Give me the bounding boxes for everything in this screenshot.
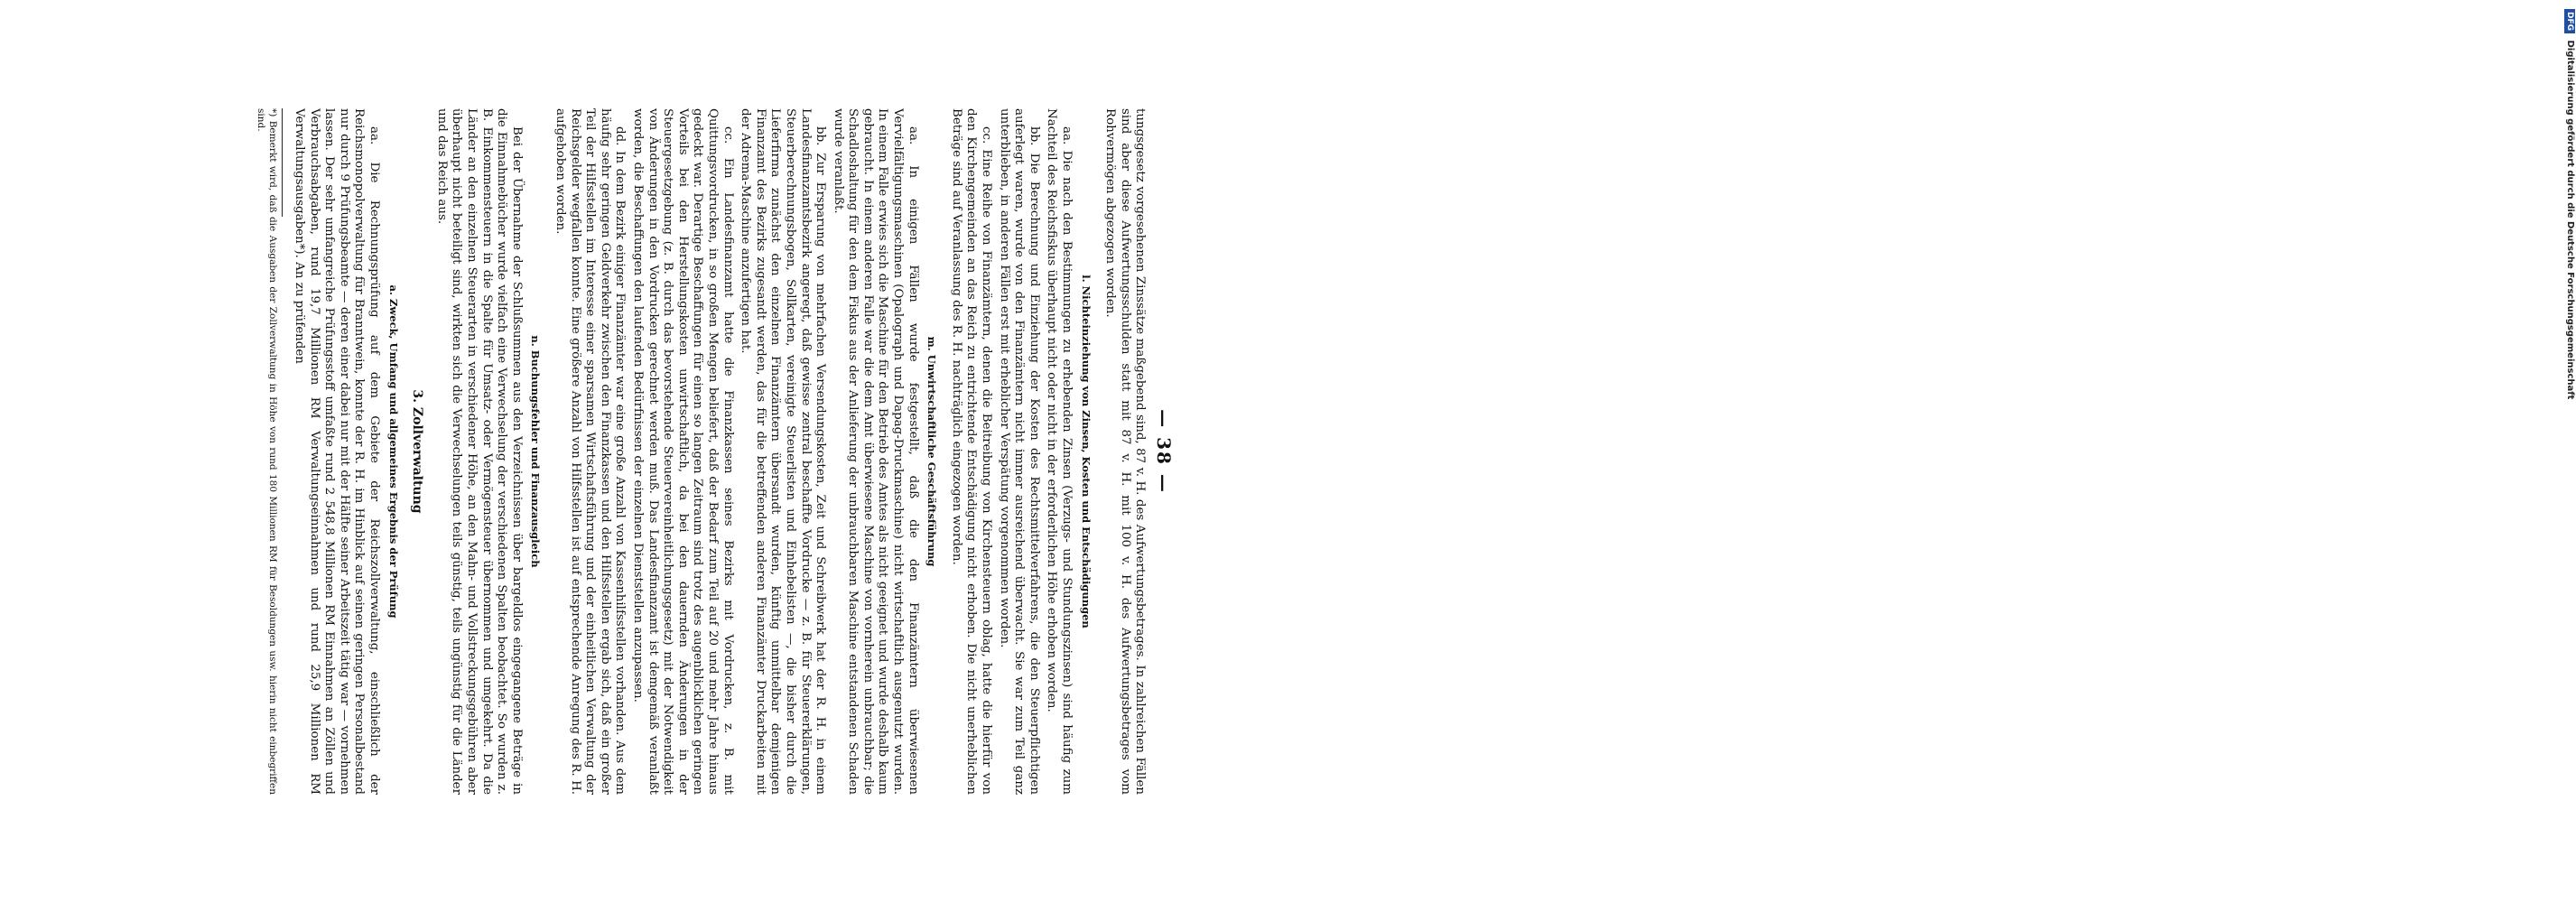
section-m-bb: bb. Zur Ersparung von mehrfachen Versendungskosten, Zeit und Schreibwerk hat der R. H. in einem Landesfinanzamtsbezirk angeregt, daß gewisse zentral beschaffte Vordrucke — z. B. für Steuererklärungen, Steuerberechnungsbogen, Sollkarten, vereinigte Steuerlisten und Einhebelisten —, die bisher durch die Lieferfirma zunächst den einzelnen Finanzämtern übersandt wurden, künftig unmittelbar demjenigen Finanzamt des Bezirks zugesandt werden, das für die betreffenden anderen Finanzämter Druckarbeiten mit der Adrema-Maschine anzufertigen hat. bbox=[739, 108, 828, 795]
dfg-logo: DFG bbox=[2564, 9, 2575, 33]
footnote: *) Bemerkt wird, daß die Ausgaben der Zollverwaltung in Höhe von rund 180 Millionen RM für Besoldungen usw. hierin nicht einbegriffen sind. bbox=[255, 108, 278, 795]
page-number: — 38 — bbox=[1153, 409, 1175, 494]
digitization-sidebar bbox=[1282, 0, 2575, 903]
section-3-aa: aa. Die Rechnungsprüfung auf dem Gebiete der Reichszollverwaltung, einschließlich der Reichsmonopolverwaltung für Branntwein, konnte der R. H. im Hinblick auf seinen geringen Personalbestand nur durch 9 Prüfungsbeamte — deren einer dabei nur mit der Hälfte seiner Arbeitszeit tätig war — vornehmen lassen. Der sehr umfangreiche Prüfungsstoff umfaßte rund 2 548,8 Millionen RM Einnahmen an Zöllen und Verbrauchsabgaben, rund 19,7 Millionen RM Verwaltungseinnahmen und rund 25,9 Millionen RM Verwaltungsausgaben*). An zu prüfenden bbox=[293, 108, 382, 795]
section-n-body: Bei der Übernahme der Schlußsummen aus den Verzeichnissen über bargeldlos eingegangene Beträge in die Einnahmebücher wurde vielfach eine Verwechselung der verschiedenen Spalten beobachtet. So wurden z. B. Einkommensteuern in die Spalte für Umsatz- oder Vermögensteuer übernommen und umgekehrt. Da die Länder an den einzelnen Steuerarten in verschiedener Höhe, an den Mahn- und Vollstreckungsgebühren aber überhaupt nicht beteiligt sind, wirkten sich die Verwechselungen teils günstig, teils ungünstig für die Länder und das Reich aus. bbox=[434, 108, 524, 795]
digitization-credit bbox=[2563, 9, 2576, 894]
section-3-subheading: a. Zweck, Umfang und allgemeines Ergebnis der Prüfung bbox=[386, 284, 400, 619]
digitization-credit-text: Digitalisierung gefördert durch die Deutsche Forschungsgemeinschaft bbox=[2565, 40, 2575, 400]
section-l-bb: bb. Die Berechnung und Einziehung der Kosten des Rechtsmittelverfahrens, die den Steuerpflichtigen auferlegt waren, wurde von den Finanzämtern nicht immer ausreichend überwacht. Sie war zum Teil ganz unterblieben, in anderen Fällen erst mit erheblicher Verspätung vorgenommen worden. bbox=[997, 108, 1041, 795]
section-m-dd: dd. In dem Bezirk einiger Finanzämter war eine große Anzahl von Kassenhilfsstellen vorhanden. Aus dem häufig sehr geringen Geldverkehr zwischen den Finanzkassen und den Hilfsstellen ergab sich, daß ein großer Teil der Hilfsstellen im Interesse einer sparsamen Wirtschaftsführung und der einheitlichen Verwaltung der Reichsgelder wegfallen konnte. Eine größere Anzahl von Hilfsstellen ist auf entsprechende Anregung des R. H. aufgehoben worden. bbox=[553, 108, 628, 795]
intro-paragraph: tungsgesetz vorgesehenen Zinssätze maßgebend sind, 87 v. H. des Aufwertungsbetrages. In zahlreichen Fällen sind aber diese Aufwertungsschulden statt mit 87 v. H. mit 100 v. H. des Aufwertungsbetrages vom Rohvermögen abgezogen worden. bbox=[1103, 108, 1148, 795]
section-m-cc: cc. Ein Landesfinanzamt hatte die Finanzkassen seines Bezirks mit Vordrucken, z. B. mit Quittungsvordrucken, in so großen Mengen beliefert, daß der Bedarf zum Teil auf 20 und mehr Jahre hinaus gedeckt war. Derartige Beschaffungen für einen so langen Zeitraum sind trotz des augenblicklichen geringen Vorteils bei den Herstellungskosten unwirtschaftlich, da bei den dauernden Änderungen in der Steuergesetzgebung (z. B. durch das bevorstehende Steuervereinheitlichungsgesetz) mit der Notwendigkeit von Änderungen in den Vordrucken gerechnet werden muß. Das Landesfinanzamt ist demgemäß veranlaßt worden, die Beschaffungen den laufenden Bedürfnissen der einzelnen Dienststellen anzupassen. bbox=[631, 108, 735, 795]
section-l-heading: l. Nichteinziehung von Zinsen, Kosten und Entschädigungen bbox=[1079, 275, 1093, 628]
rotated-text-block bbox=[124, 108, 1175, 795]
footnote-divider bbox=[282, 108, 283, 217]
section-n-heading: n. Buchungsfehler und Finanzausgleich bbox=[529, 335, 543, 568]
section-m-heading: m. Unwirtschaftliche Geschäftsführung bbox=[925, 336, 939, 567]
section-l-aa: aa. Die nach den Bestimmungen zu erhebenden Zinsen (Verzugs- und Stundungszinsen) sind häufig zum Nachteil des Reichsfiskus überhaupt nicht oder nicht in der erforderlichen Höhe erhoben worden. bbox=[1045, 108, 1074, 795]
section-m-aa: aa. In einigen Fällen wurde festgestellt, daß die den Finanzämtern überwiesenen Vervielfältigungsmaschinen (Opalograph und Dapag-Druckmaschine) nicht wirtschaftlich ausgenutzt wurden. In einem Falle erwies sich die Maschine für den Betrieb des Amtes als nicht geeignet und wurde deshalb kaum gebraucht. In einem anderen Falle war die dem Amt überwiesene Maschine von vornherein unbrauchbar; die Schadloshaltung für den dem Fiskus aus der Anlieferung der unbrauchbaren Maschine entstandenen Schaden wurde veranlaßt. bbox=[831, 108, 920, 795]
section-l-cc: cc. Eine Reihe von Finanzämtern, denen die Beitreibung von Kirchensteuern oblag, hatte die hierfür von den Kirchengemeinden an das Reich zu entrichtende Entschädigung nicht erhoben. Die nicht unerheblichen Beträge sind auf Veranlassung des R. H. nachträglich eingezogen worden. bbox=[949, 108, 994, 795]
section-3-heading: 3. Zollverwaltung bbox=[410, 389, 425, 514]
